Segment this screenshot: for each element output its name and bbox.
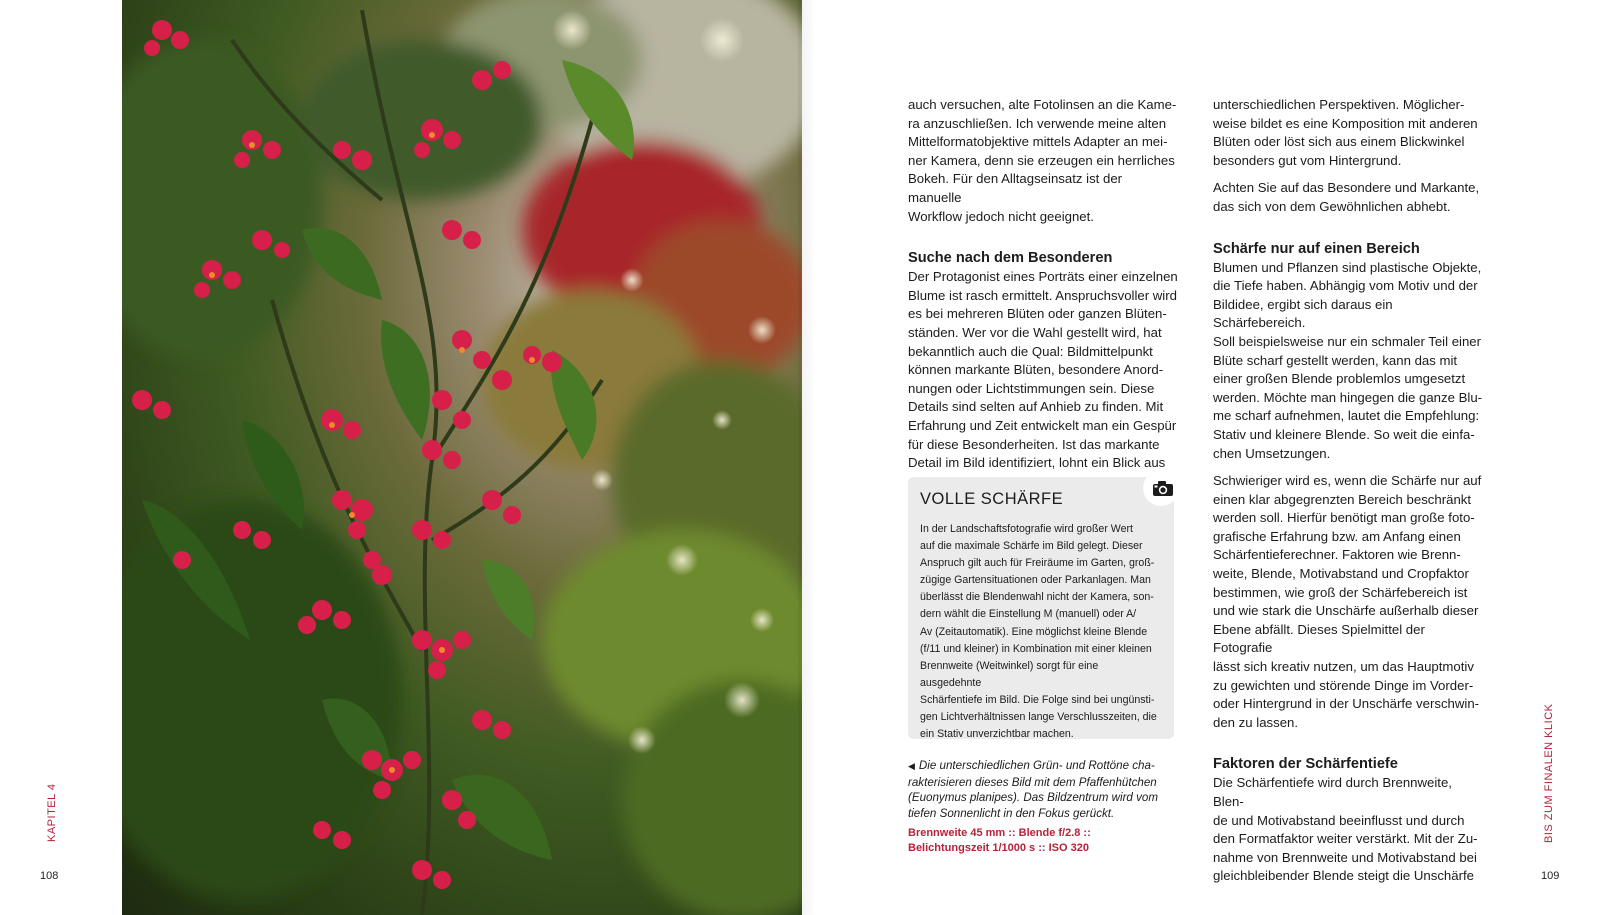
text-line: einen klar abgegrenzten Bereich beschränkt (1213, 491, 1472, 507)
paragraph-gap (1213, 463, 1483, 472)
text-line: Blüten oder löst sich aus einem Blickwinkel (1213, 134, 1465, 150)
text-line: Die Schärfentiefe wird durch Brennweite, Blen- (1213, 775, 1452, 809)
text-line: Blumen und Pflanzen sind plastische Objekte, (1213, 259, 1482, 275)
text-line: ein Stativ unverzichtbar machen. (920, 728, 1074, 741)
text-line: ra anzuschließen. Ich verwende meine alten (908, 115, 1167, 131)
text-line: unterschiedlichen Perspektiven. Möglicher- (1213, 97, 1465, 112)
text-line: Detail im Bild identifiziert, lohnt ein Blick aus (908, 455, 1166, 471)
photo-illustration (122, 0, 802, 915)
text-line: Blume ist rasch ermittelt. Anspruchsvoller wird (908, 287, 1177, 303)
text-line: tiefen Sonnenlicht in den Fokus gerückt. (908, 806, 1115, 820)
text-line: werden soll. Hierfür benötigt man große foto- (1213, 510, 1475, 526)
text-line: Details sind selten auf Anhieb zu finden. Mit (908, 399, 1164, 415)
paragraph-schwieriger (1213, 472, 1483, 732)
text-line: Schwieriger wird es, wenn die Schärfe nur auf (1213, 473, 1482, 489)
paragraph-plastische-objekte (1213, 259, 1483, 464)
section-heading-faktoren: Faktoren der Schärfentiefe (1213, 756, 1398, 773)
book-gutter (798, 0, 816, 915)
text-line: Brennweite (Weitwinkel) sorgt für eine ausgedehnte (920, 659, 1099, 689)
paragraph-besonderen (908, 268, 1178, 473)
text-line: es bei mehreren Blüten oder ganzen Blüten- (908, 306, 1167, 322)
text-line: ner Kamera, denn sie erzeugen ein herrliches (908, 152, 1175, 168)
text-line: zu gewichten und störende Dinge im Vorder- (1213, 677, 1474, 693)
text-column-2 (1213, 96, 1483, 886)
book-section-label: BIS ZUM FINALEN KLICK (1543, 703, 1555, 843)
paragraph-markante (1213, 179, 1483, 216)
text-line: de und Motivabstand beeinflusst und durch (1213, 812, 1465, 828)
text-line: lässt sich kreativ nutzen, um das Hauptmotiv (1213, 659, 1474, 675)
text-line: bestimmen, wie groß der Schärfebereich ist (1213, 584, 1468, 600)
text-line: nungen oder Lichtstimmungen sein. Diese (908, 380, 1155, 396)
text-line: besonders gut vom Hintergrund. (1213, 152, 1402, 168)
text-line: Achten Sie auf das Besondere und Markante, (1213, 180, 1480, 196)
text-line: zügige Gartensituationen oder Parkanlagen. Man (920, 574, 1151, 587)
text-line: Erfahrung und Zeit entwickelt man ein Gespür (908, 417, 1177, 433)
text-line: überlässt die Blendenwahl nicht der Kamera, son- (920, 591, 1154, 604)
text-line: Blüte scharf gestellt werden, kann das mit (1213, 352, 1458, 368)
infobox-volle-schaerfe (908, 477, 1174, 739)
text-line: nahme von Brennweite und Motivabstand bei (1213, 849, 1477, 865)
photo-exif-data (908, 826, 1176, 856)
text-line: Die unterschiedlichen Grün- und Rottöne cha- (918, 759, 1155, 772)
text-line: Schärfentiefe im Bild. Die Folge sind bei ungünsti- (920, 693, 1155, 706)
text-line: auf die maximale Schärfe im Bild gelegt. Dieser (920, 540, 1143, 553)
text-line: (f/11 und kleiner) in Kombination mit einer kleinen (920, 642, 1152, 655)
text-line: ständen. Wer vor die Wahl gestellt wird, hat (908, 324, 1162, 340)
text-line: einer großen Blende problemlos umgesetzt (1213, 371, 1466, 387)
text-line: Bokeh. Für den Alltagseinsatz ist der manuelle (908, 171, 1123, 205)
exif-line: Brennweite 45 mm :: Blende f/2.8 :: (908, 827, 1091, 839)
paragraph-faktoren (1213, 774, 1483, 886)
text-line: Der Protagonist eines Porträts einer einzelnen (908, 269, 1178, 285)
text-line: oder Hintergrund in der Unschärfe verschwin- (1213, 696, 1480, 712)
text-line: den Formatfaktor weiter verstärkt. Mit der Zu- (1213, 831, 1478, 847)
text-line: Soll beispielsweise nur ein schmaler Teil einer (1213, 333, 1482, 349)
text-line: gleichbleibender Blende steigt die Unschärfe (1213, 868, 1474, 884)
text-line: grafische Erfahrung bzw. am Anfang einen (1213, 528, 1461, 544)
paragraph-perspektiven (1213, 96, 1483, 170)
text-line: chen Umsetzungen. (1213, 445, 1331, 461)
text-line: rakterisieren dieses Bild mit dem Pfaffenhütchen (908, 775, 1157, 789)
text-line: me scharf aufnehmen, lautet die Empfehlung: (1213, 408, 1480, 424)
section-heading-bereich: Schärfe nur auf einen Bereich (1213, 240, 1420, 257)
text-line: die Tiefe haben. Abhängig vom Motiv und der (1213, 278, 1478, 294)
chapter-label: KAPITEL 4 (46, 783, 58, 842)
text-column-1 (908, 96, 1178, 473)
text-line: Mittelformatobjektive mittels Adapter an mei- (908, 134, 1168, 150)
flower-photo (122, 0, 802, 915)
camera-icon (1152, 480, 1174, 497)
right-page-number: 109 (1541, 870, 1560, 882)
text-line: bekanntlich auch die Qual: Bildmittelpunkt (908, 343, 1153, 359)
caption-arrow-icon: ◀ (908, 761, 915, 771)
infobox-title: VOLLE SCHÄRFE (920, 490, 1064, 508)
photo-caption (908, 758, 1176, 821)
text-line: Av (Zeitautomatik). Eine möglichst kleine Blende (920, 625, 1148, 638)
exif-line: Belichtungszeit 1/1000 s :: ISO 320 (908, 842, 1089, 854)
text-line: den zu lassen. (1213, 714, 1299, 730)
text-line: und wie stark die Unschärfe außerhalb dieser (1213, 603, 1479, 619)
text-line: können markante Blüten, besondere Anord- (908, 362, 1164, 378)
text-line: das sich von dem Gewöhnlichen abhebt. (1213, 198, 1451, 214)
text-line: auch versuchen, alte Fotolinsen an die Kame- (908, 97, 1177, 112)
text-line: Anspruch gilt auch für Freiräume im Garten, groß- (920, 557, 1155, 570)
text-line: (Euonymus planipes). Das Bildzentrum wird vom (908, 791, 1159, 805)
section-heading-besonderen: Suche nach dem Besonderen (908, 250, 1113, 267)
paragraph-intro (908, 96, 1178, 226)
left-page-number: 108 (40, 870, 59, 882)
text-line: Ebene abfällt. Dieses Spielmittel der Fotografie (1213, 621, 1425, 656)
text-line: gen Lichtverhältnissen lange Verschlusszeiten, die (920, 711, 1157, 724)
text-line: Stativ und kleinere Blende. So weit die einfa- (1213, 426, 1475, 442)
text-line: Bildidee, ergibt sich daraus ein Schärfebereich. (1213, 296, 1393, 331)
text-line: weise bildet es eine Komposition mit anderen (1213, 115, 1478, 131)
text-line: weite, Blende, Motivabstand und Cropfaktor (1213, 566, 1469, 582)
infobox-text (920, 521, 1160, 743)
text-line: Schärfentieferechner. Faktoren wie Brenn- (1213, 547, 1461, 563)
text-line: werden. Möchte man hingegen die ganze Blu- (1213, 389, 1483, 405)
text-line: dern wählt die Einstellung M (manuell) oder A/ (920, 608, 1137, 621)
text-line: für diese Besonderheiten. Ist das markante (908, 436, 1160, 452)
paragraph-gap (1213, 170, 1483, 179)
text-line: In der Landschaftsfotografie wird großer Wert (920, 523, 1133, 535)
text-line: Workflow jedoch nicht geeignet. (908, 208, 1094, 224)
